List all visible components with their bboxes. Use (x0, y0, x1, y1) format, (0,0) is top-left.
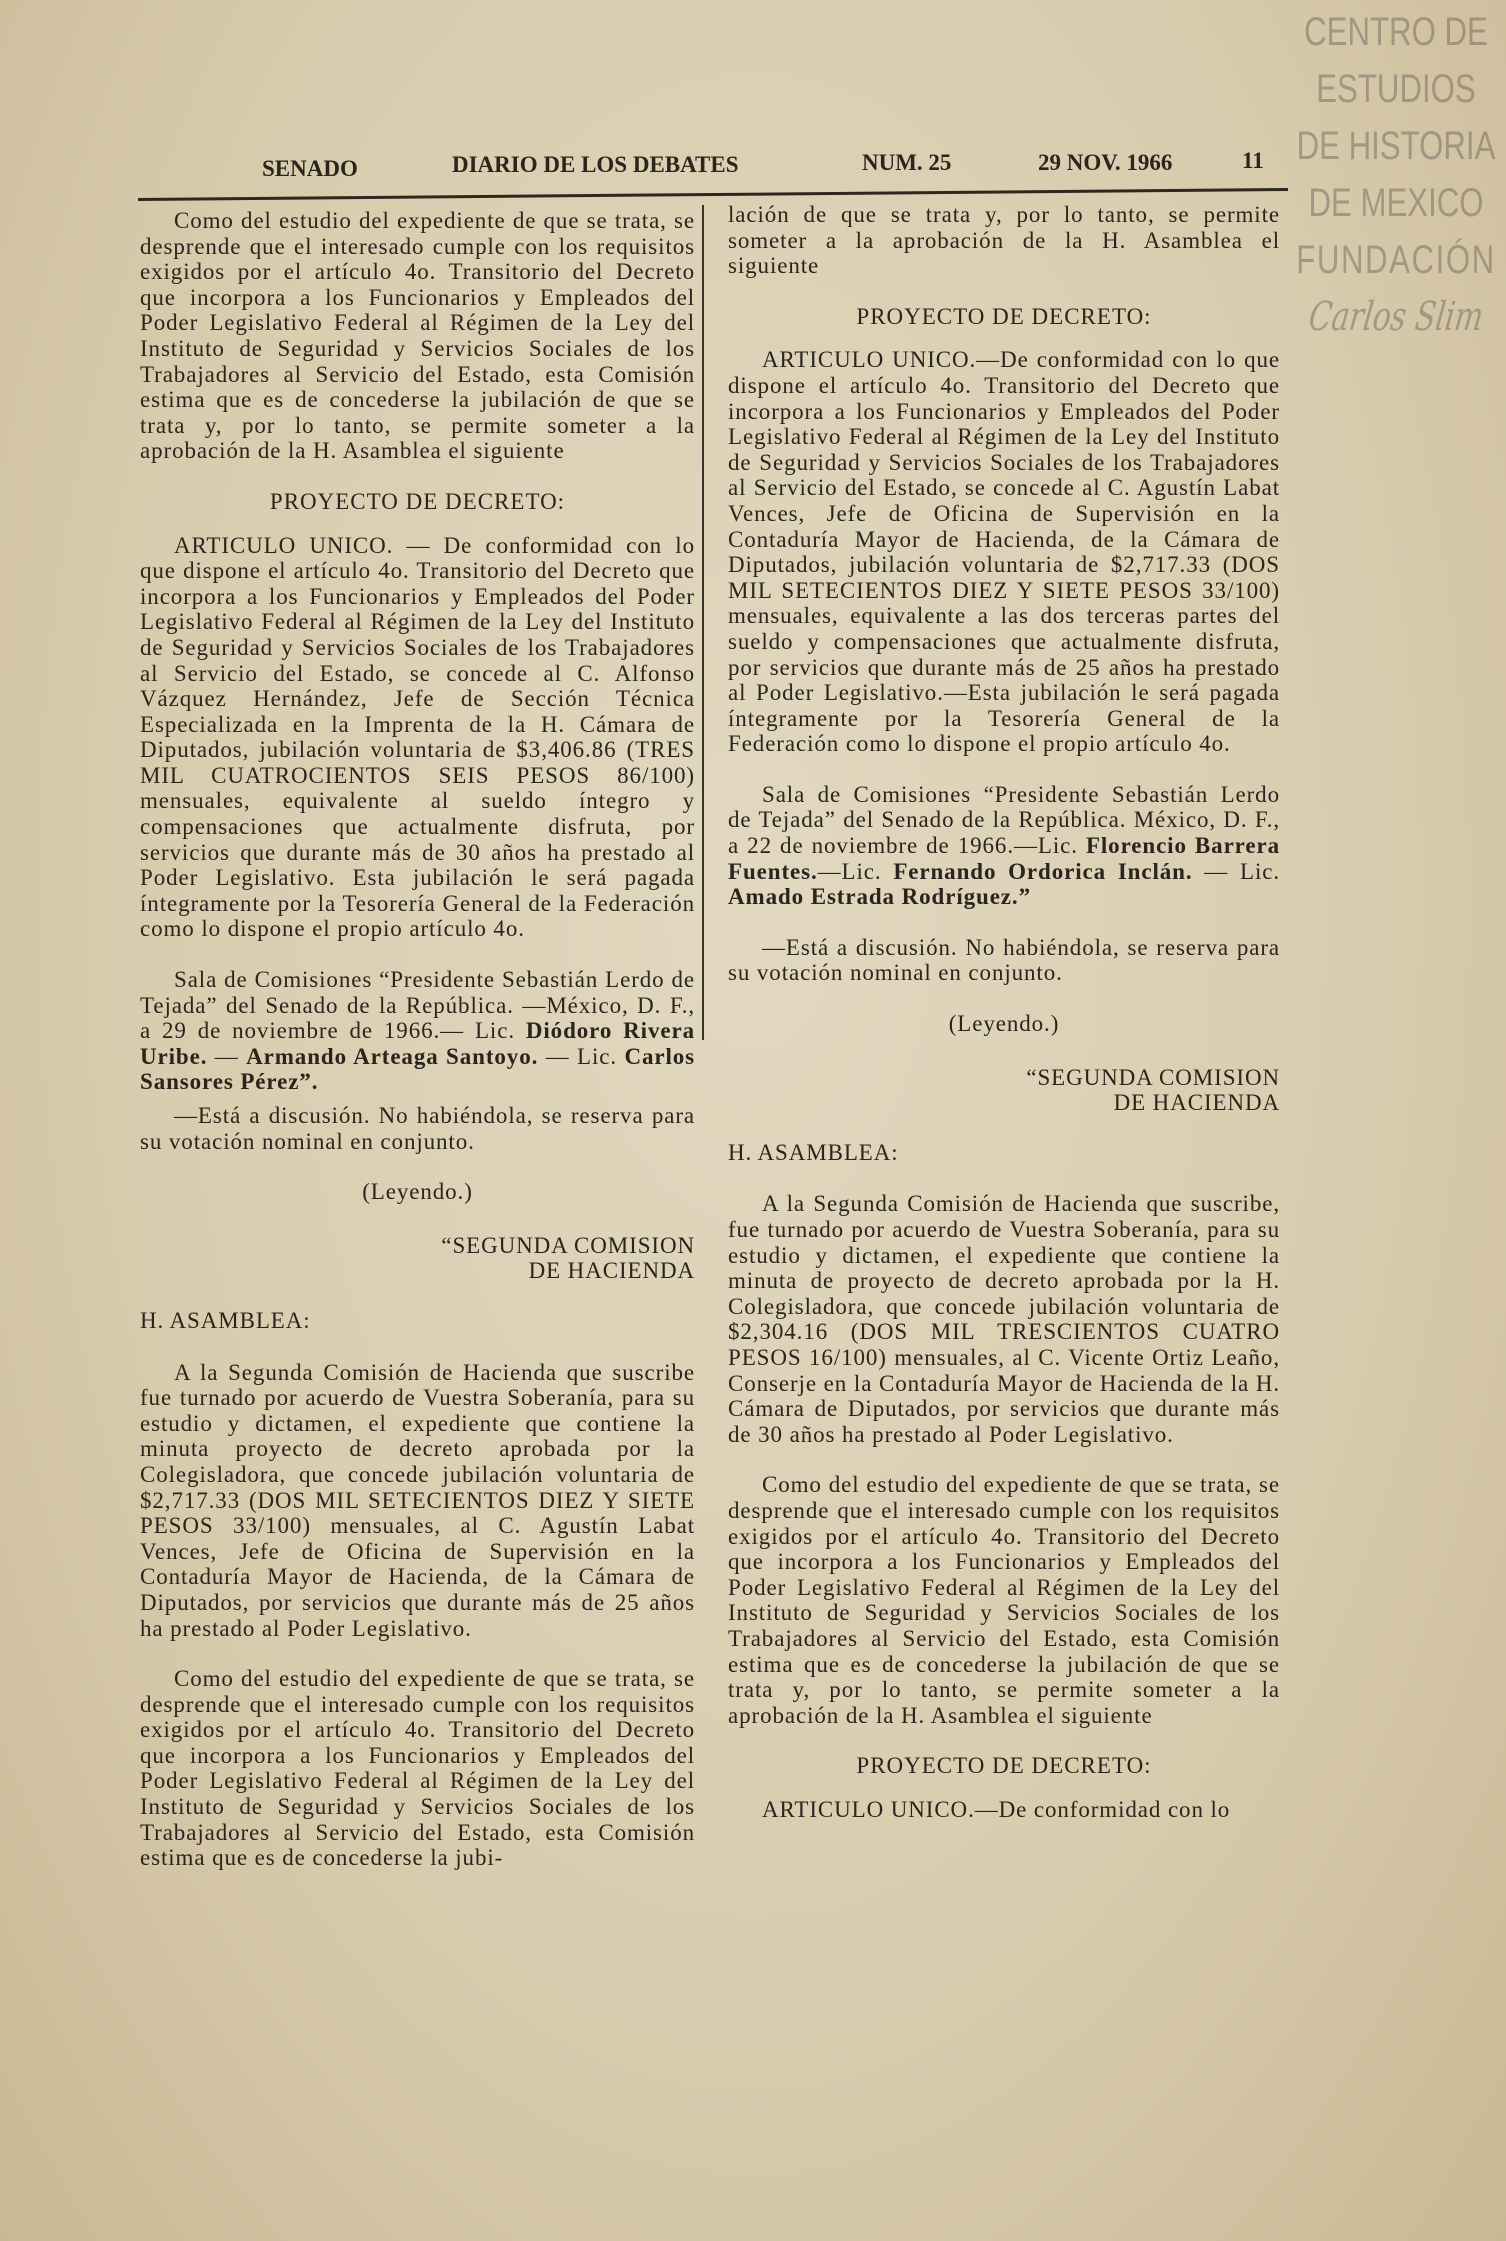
signatory-name: Fernando Ordorica Inclán. (893, 858, 1193, 884)
text-segment: — Lic. (538, 1043, 625, 1069)
text-segment: A la Segunda Comisión de Hacienda que suscribe, fue turnado por acuerdo de Vuestra Soberanía, para su estudio y dictamen, el expediente que contiene la minuta de proyecto de decreto aprobada por la H. Colegisladora, que concede jubilación voluntaria de $2,304.16 (DOS MIL TRESCIENTOS CUATRO PESOS 16/100) mensuales, al C. Vicente Ortiz Leaño, Conserje en la Contaduría Mayor de Hacienda de la H. Cámara de Diputados, por servicios que durante más de 30 años ha prestado al Poder Legislativo. (728, 1191, 1280, 1447)
section-heading (728, 1753, 1280, 1779)
header-rule (138, 188, 1288, 201)
salutation (140, 1308, 695, 1334)
text-segment: A la Segunda Comisión de Hacienda que suscribe fue turnado por acuerdo de Vuestra Soberanía, para su estudio y dictamen, el expediente que contiene la minuta proyecto de decreto aprobada por la Colegisladora, que concede jubilación voluntaria de $2,717.33 (DOS MIL SETECIENTOS DIEZ Y SIETE PESOS 33/100) mensuales, al C. Agustín Labat Vences, Jefe de Oficina de Supervisión en la Contaduría Mayor de Hacienda, de la Cámara de Diputados, por servicios que durante más de 25 años ha prestado al Poder Legislativo. (140, 1359, 695, 1641)
watermark-line: ESTUDIOS (1316, 67, 1476, 111)
issue-number: NUM. 25 (862, 150, 952, 175)
text-segment: PROYECTO DE DECRETO: (856, 303, 1152, 329)
text-segment: lación de que se trata y, por lo tanto, se permite someter a la aprobación de la H. Asamblea el siguiente (728, 202, 1280, 279)
commission-title (728, 1090, 1280, 1116)
signatory-name: Florencio Barrera Fuentes. (728, 833, 1280, 884)
paragraph (140, 208, 695, 464)
text-segment: Como del estudio del expediente de que se trata, se desprende que el interesado cumple con los requisitos exigidos por el artículo 4o. Transitorio del Decreto que incorpora a los Funcionarios y Empleados del Poder Legislativo Federal al Régimen de la Ley del Instituto de Seguridad y Servicios Sociales de los Trabajadores al Servicio del Estado, esta Comisión estima que es de concederse la jubilación de que se trata y, por lo tanto, se permite someter a la aprobación de la H. Asamblea el siguiente (140, 208, 695, 464)
signatory-name: Amado Estrada Rodríguez.” (728, 884, 1031, 910)
page-header (262, 140, 1262, 180)
signatory-name: Armando Arteaga Santoyo. (246, 1043, 539, 1069)
signatory-name: Carlos Sansores Pérez”. (140, 1043, 695, 1095)
stage-direction (728, 1011, 1280, 1037)
text-segment: (Leyendo.) (948, 1011, 1060, 1037)
watermark-line: FUNDACIÓN (1296, 238, 1496, 282)
text-segment: Como del estudio del expediente de que se trata, se desprende que el interesado cumple con los requisitos exigidos por el artículo 4o. Transitorio del Decreto que incorpora a los Funcionarios y Empleados del Poder Legislativo Federal al Régimen de la Ley del Instituto de Seguridad y Servicios Sociales de los Trabajadores al Servicio del Estado, esta Comisión estima que es de concederse la jubilación de que se trata y, por lo tanto, se permite someter a la aprobación de la H. Asamblea el siguiente (728, 1472, 1280, 1728)
paragraph (728, 202, 1280, 279)
text-segment: H. ASAMBLEA: (728, 1139, 899, 1165)
text-segment: Como del estudio del expediente de que se trata, se desprende que el interesado cumple con los requisitos exigidos por el artículo 4o. Transitorio del Decreto que incorpora a los Funcionarios y Empleados del Poder Legislativo Federal al Régimen de la Ley del Instituto de Seguridad y Servicios Sociales de los Trabajadores al Servicio del Estado, esta Comisión estima que es de concederse la jubi- (140, 1666, 695, 1871)
text-segment: H. ASAMBLEA: (140, 1307, 311, 1333)
paragraph (728, 782, 1280, 910)
text-segment: PROYECTO DE DECRETO: (856, 1753, 1152, 1779)
text-segment: DE HACIENDA (528, 1258, 695, 1284)
text-segment: DE HACIENDA (1113, 1090, 1280, 1116)
salutation (728, 1140, 1280, 1166)
chamber-name: SENADO (262, 156, 358, 181)
text-segment: ARTICULO UNICO.—De conformidad con lo (762, 1796, 1231, 1822)
text-segment: —Lic. (817, 858, 894, 884)
text-segment: ARTICULO UNICO. — De conformidad con lo que dispone el artículo 4o. Transitorio del Decreto que incorpora a los Funcionarios y Empleados del Poder Legislativo Federal al Régimen de la Ley del Instituto de Seguridad y Servicios Sociales de los Trabajadores al Servicio del Estado, se concede al C. Alfonso Vázquez Hernández, Jefe de Sección Técnica Especializada en la Imprenta de la H. Cámara de Diputados, jubilación voluntaria de $3,406.86 (TRES MIL CUATROCIENTOS SEIS PESOS 86/100) mensuales, equivalente al sueldo íntegro y compensaciones que actualmente disfruta, por servicios que durante más de 30 años ha prestado al Poder Legislativo. Esta jubilación le será pagada íntegramente por la Tesorería General de la Federación como lo dispone el propio artículo 4o. (140, 532, 695, 942)
commission-title (140, 1258, 695, 1284)
commission-title (728, 1065, 1280, 1091)
paragraph (728, 1797, 1280, 1823)
publication-title: DIARIO DE LOS DEBATES (452, 152, 739, 177)
text-segment: — (207, 1043, 247, 1069)
signatory-name: Diódoro Rivera Uribe. (140, 1018, 695, 1069)
text-segment: — Lic. (1192, 858, 1280, 884)
paragraph (140, 967, 695, 1095)
watermark-line: DE HISTORIA (1296, 124, 1496, 168)
paragraph (140, 1666, 695, 1871)
text-segment: Sala de Comisiones “Presidente Sebastián Lerdo de Tejada” del Senado de la República. México, D. F., a 22 de noviembre de 1966.—Lic. (728, 781, 1280, 859)
paragraph (140, 1360, 695, 1642)
watermark-line: DE MEXICO (1308, 181, 1484, 225)
watermark-signature: Carlos Slim (1306, 294, 1486, 340)
page-number: 11 (1242, 148, 1264, 173)
text-segment: Sala de Comisiones “Presidente Sebastián Lerdo de Tejada” del Senado de la República. —México, D. F., a 29 de noviembre de 1966.— Lic. (140, 967, 695, 1044)
paragraph (140, 533, 695, 943)
section-heading (140, 489, 695, 515)
watermark (1290, 4, 1502, 346)
paragraph (728, 1472, 1280, 1728)
paragraph (728, 1191, 1280, 1447)
section-heading (728, 304, 1280, 330)
text-segment: —Está a discusión. No habiéndola, se reserva para su votación nominal en conjunto. (140, 1103, 695, 1154)
left-column (140, 208, 695, 1896)
column-divider (702, 205, 704, 1040)
paragraph (140, 1103, 695, 1154)
paragraph (728, 347, 1280, 757)
text-segment: PROYECTO DE DECRETO: (269, 488, 566, 514)
commission-title (140, 1233, 695, 1259)
stage-direction (140, 1179, 695, 1205)
issue-date: 29 NOV. 1966 (1038, 150, 1173, 175)
paragraph (728, 935, 1280, 986)
right-column (728, 202, 1280, 1847)
text-segment: “SEGUNDA COMISION (441, 1232, 695, 1258)
text-segment: “SEGUNDA COMISION (1026, 1064, 1280, 1090)
text-segment: (Leyendo.) (362, 1179, 473, 1205)
text-segment: ARTICULO UNICO.—De conformidad con lo que dispone el artículo 4o. Transitorio del Decreto que incorpora a los Funcionarios y Empleados del Poder Legislativo Federal al Régimen de la Ley del Instituto de Seguridad y Servicios Sociales de los Trabajadores al Servicio del Estado, se concede al C. Agustín Labat Vences, Jefe de Oficina de Supervisión en la Contaduría Mayor de Hacienda, de la Cámara de Diputados, jubilación voluntaria de $2,717.33 (DOS MIL SETECIENTOS DIEZ Y SIETE PESOS 33/100) mensuales, equivalente a las dos terceras partes del sueldo y compensaciones que actualmente disfruta, por servicios que durante más de 25 años ha prestado al Poder Legislativo.—Esta jubilación le será pagada íntegramente por la Tesorería General de la Federación como lo dispone el propio artículo 4o. (728, 347, 1280, 757)
watermark-line: CENTRO DE (1304, 10, 1488, 54)
text-segment: —Está a discusión. No habiéndola, se reserva para su votación nominal en conjunto. (728, 934, 1280, 986)
